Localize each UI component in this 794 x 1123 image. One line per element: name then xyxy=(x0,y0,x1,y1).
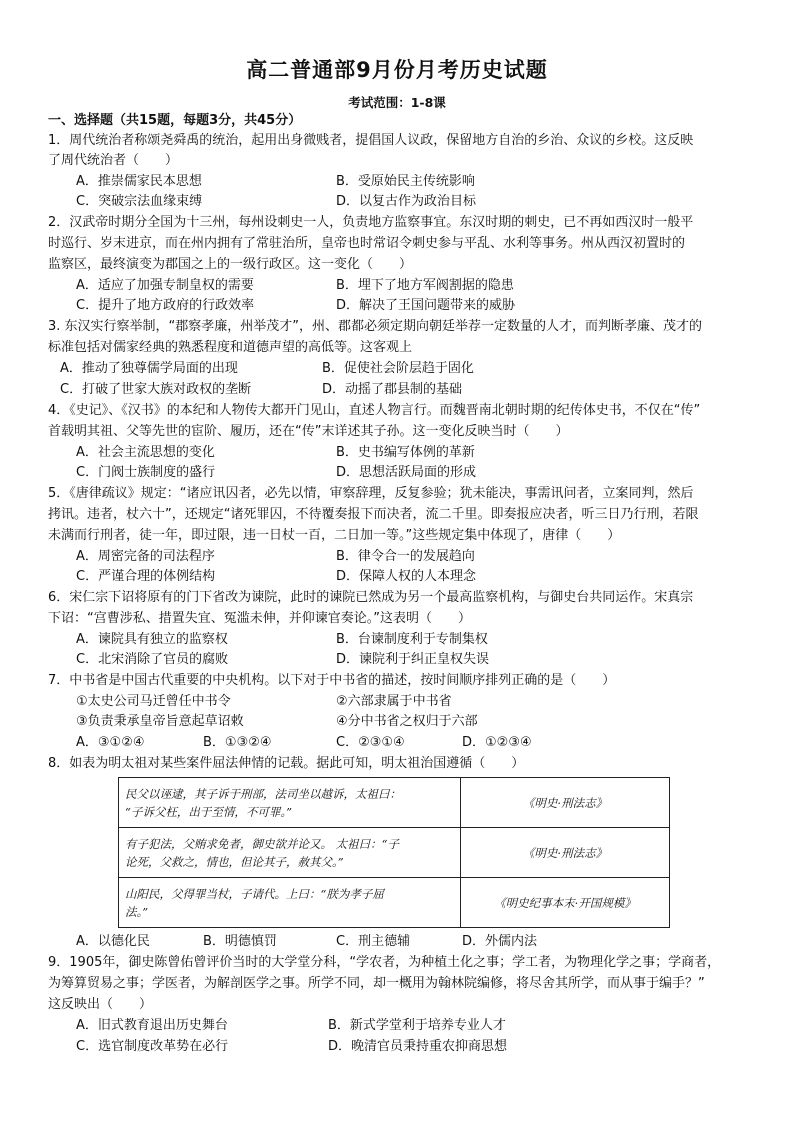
q5-option-b[interactable]: B．律令合一的发展趋向 xyxy=(336,549,475,564)
q3-option-c[interactable]: C．打破了世家大族对政权的垄断 xyxy=(60,382,252,397)
table-cell-source: 《明史·刑法志》 xyxy=(461,778,670,828)
question-6-text: 6．宋仁宗下诏将原有的门下省改为谏院，此时的谏院已然成为另一个最高监察机构，与御史台共同运作。宋真宗 xyxy=(48,590,694,605)
table-row xyxy=(119,878,670,928)
q9-option-c[interactable]: C．选官制度改革势在必行 xyxy=(76,1039,229,1054)
question-5-text: 5．《唐律疏议》规定：“诸应讯囚者，必先以情，审察辞理，反复参验；犹未能决，事需讯问者，立案同判，然后 xyxy=(48,486,694,501)
q7-option-b[interactable]: B．①③②④ xyxy=(203,735,272,750)
q9-option-b[interactable]: B．新式学堂利于培养专业人才 xyxy=(328,1018,506,1033)
q2-option-b[interactable]: B．埋下了地方军阀割据的隐患 xyxy=(336,278,514,293)
q1-option-a[interactable]: A．推崇儒家民本思想 xyxy=(76,174,202,189)
q7-statement-1: ①太史公司马迁曾任中书令 xyxy=(76,694,231,709)
table-cell-text xyxy=(119,828,461,878)
page-title: 高二普通部9月份月考历史试题 xyxy=(246,58,548,82)
q7-option-c[interactable]: C．②③①④ xyxy=(336,735,405,750)
question-4-text: 4．《史记》、《汉书》的本纪和人物传大都开门见山，直述人物言行。而魏晋南北朝时期的纪传体史书，不仅在“传” xyxy=(48,403,701,418)
question-1-text-cont: 了周代统治者（ ） xyxy=(48,153,179,168)
q3-option-a[interactable]: A．推动了独尊儒学局面的出现 xyxy=(60,361,238,376)
q7-statement-4: ④分中书省之权归于六部 xyxy=(336,714,478,729)
q7-option-d[interactable]: D．①②③④ xyxy=(462,735,532,750)
question-5-text-cont: 未满而行刑者，徒一年，即过限，违一日杖一百，二日加一等。”这些规定集中体现了，唐律（ ） xyxy=(48,528,621,543)
q3-option-b[interactable]: B．促使社会阶层趋于固化 xyxy=(322,361,474,376)
cell-line: 有子犯法，父贿求免者，御史欲并论又。 太祖曰：“子 xyxy=(125,836,400,851)
q6-option-b[interactable]: B．台谏制度利于专制集权 xyxy=(336,632,488,647)
q2-option-d[interactable]: D．解决了王国问题带来的威胁 xyxy=(336,298,516,313)
question-7-text: 7．中书省是中国古代重要的中央机构。以下对于中书省的描述，按时间顺序排列正确的是（ ） xyxy=(48,673,616,688)
question-9-text: 9．1905年，御史陈曾佑曾评价当时的大学堂分科，“学农者，为种植土化之事；学工者，为物理化学之事；学商者， xyxy=(48,955,721,970)
table-cell-source: 《明史纪事本末·开国规模》 xyxy=(461,878,670,928)
q4-option-b[interactable]: B．史书编写体例的革新 xyxy=(336,445,475,460)
question-3-text: 3. 东汉实行察举制，“郡察孝廉，州举茂才”，州、郡都必须定期向朝廷举荐一定数量的人才，而判断孝廉、茂才的 xyxy=(48,319,703,334)
question-4-text-cont: 首载明其祖、父等先世的宦阶、履历，还在“传”末详述其子孙。这一变化反映当时（ ） xyxy=(48,424,569,439)
question-5-text-cont: 拷讯。违者，杖六十”，还规定“诸死罪囚，不待覆奏报下而决者，流二千里。即奏报应决者，听三日乃行刑，若限 xyxy=(48,507,699,522)
q1-option-b[interactable]: B．受原始民主传统影响 xyxy=(336,174,475,189)
question-3-text-cont: 标准包括对儒家经典的熟悉程度和道德声望的高低等。这客观上 xyxy=(48,340,413,355)
question-9-text-cont: 这反映出（ ） xyxy=(48,997,153,1012)
q4-option-d[interactable]: D．思想活跃局面的形成 xyxy=(336,465,477,480)
question-9-text-cont: 为筹算贸易之事；学医者，为解剖医学之事。所学不同，却一概用为翰林院编修，将尽舍其所学，而从事于编手？” xyxy=(48,976,705,991)
q5-option-a[interactable]: A．周密完备的司法程序 xyxy=(76,549,215,564)
table-cell-text xyxy=(119,778,461,828)
q2-option-a[interactable]: A．适应了加强专制皇权的需要 xyxy=(76,278,254,293)
table-row xyxy=(119,778,670,828)
table-cell-source: 《明史·刑法志》 xyxy=(461,828,670,878)
cell-line: “子诉父枉，出于至情，不可罪。” xyxy=(125,804,293,819)
section-heading: 一、选择题（共15题，每题3分，共45分） xyxy=(48,113,302,128)
cell-line: 法。” xyxy=(125,904,149,919)
q5-option-c[interactable]: C．严谨合理的体例结构 xyxy=(76,569,216,584)
question-1-text: 1．周代统治者称颂尧舜禹的统治，起用出身微贱者，提倡国人议政，保留地方自治的乡治、众议的乡校。这反映 xyxy=(48,133,694,148)
q7-statement-2: ②六部隶属于中书省 xyxy=(336,694,452,709)
q8-option-d[interactable]: D．外儒内法 xyxy=(462,934,538,949)
cell-line: 民父以诬逮，其子诉于刑部，法司坐以越诉，太祖曰： xyxy=(125,786,401,801)
q4-option-a[interactable]: A．社会主流思想的变化 xyxy=(76,445,215,460)
q1-option-d[interactable]: D．以复古作为政治目标 xyxy=(336,194,477,209)
q9-option-a[interactable]: A．旧式教育退出历史舞台 xyxy=(76,1018,228,1033)
q2-option-c[interactable]: C．提升了地方政府的行政效率 xyxy=(76,298,255,313)
q8-option-a[interactable]: A．以德化民 xyxy=(76,934,150,949)
question-8-text: 8．如表为明太祖对某些案件屈法伸情的记载。据此可知，明太祖治国遵循（ ） xyxy=(48,756,525,771)
q3-option-d[interactable]: D．动摇了郡县制的基础 xyxy=(322,382,463,397)
exam-scope: 考试范围：1-8课 xyxy=(348,95,446,110)
q8-option-c[interactable]: C．刑主德辅 xyxy=(336,934,411,949)
q9-option-d[interactable]: D．晚清官员秉持重农抑商思想 xyxy=(328,1039,508,1054)
question-6-text-cont: 下诏：“宫曹涉私、措置失宜、冤滥未伸，并仰谏官奏论。”这表明（ ） xyxy=(48,611,471,626)
q7-option-a[interactable]: A．③①②④ xyxy=(76,735,145,750)
q6-option-c[interactable]: C．北宋消除了官员的腐败 xyxy=(76,652,229,667)
question-2-text-cont: 监察区，最终演变为郡国之上的一级行政区。这一变化（ ） xyxy=(48,257,413,272)
q4-option-c[interactable]: C．门阀士族制度的盛行 xyxy=(76,465,216,480)
table-cell-text xyxy=(119,878,461,928)
q6-option-a[interactable]: A．谏院具有独立的监察权 xyxy=(76,632,228,647)
q8-option-b[interactable]: B．明德慎罚 xyxy=(203,934,277,949)
q6-option-d[interactable]: D．谏院利于纠正皇权失误 xyxy=(336,652,490,667)
cell-line: 论死，父救之，情也，但论其子，赦其父。” xyxy=(125,854,344,869)
question-2-text-cont: 时巡行、岁末进京，而在州内拥有了常驻治所，皇帝也时常诏令刺史参与平乱、水利等事务。州从西汉初置时的 xyxy=(48,236,686,251)
table-row xyxy=(119,828,670,878)
q1-option-c[interactable]: C．突破宗法血缘束缚 xyxy=(76,194,203,209)
cell-line: 山阳民，父得罪当杖，子请代。上曰：“朕为孝子屈 xyxy=(125,886,384,901)
q8-source-table xyxy=(118,777,670,928)
question-2-text: 2．汉武帝时期分全国为十三州，每州设刺史一人，负责地方监察事宜。东汉时期的刺史，已不再如西汉时一般平 xyxy=(48,215,694,230)
q7-statement-3: ③负责秉承皇帝旨意起草诏敕 xyxy=(76,714,244,729)
q5-option-d[interactable]: D．保障人权的人本理念 xyxy=(336,569,477,584)
